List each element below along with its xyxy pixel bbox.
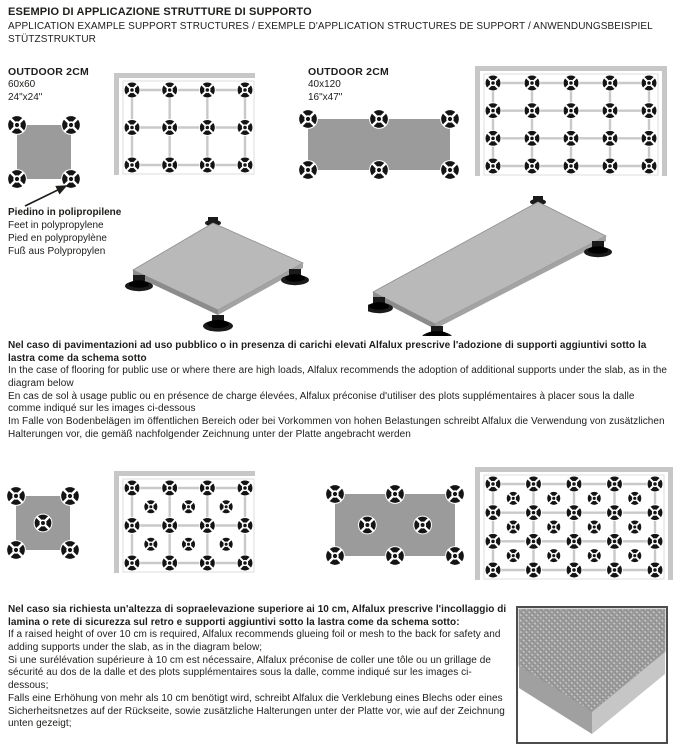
support-foot-icon xyxy=(325,546,345,566)
paragraph-public-use xyxy=(8,340,668,442)
support-foot-icon xyxy=(237,119,254,136)
support-foot-icon xyxy=(606,476,623,493)
support-foot-icon xyxy=(124,82,141,99)
support-foot-icon xyxy=(181,499,196,514)
support-foot-icon xyxy=(546,548,561,563)
support-foot-icon xyxy=(199,555,216,572)
support-foot-icon xyxy=(647,476,664,493)
support-foot-icon xyxy=(219,499,234,514)
product-size-in: 24"x24" xyxy=(8,92,43,104)
support-foot-icon xyxy=(647,533,664,550)
mesh-backing-image xyxy=(516,606,668,744)
support-foot-icon xyxy=(199,157,216,174)
support-foot-icon xyxy=(369,160,389,180)
support-foot-icon xyxy=(563,75,580,92)
support-foot-icon xyxy=(445,546,465,566)
page-subtitle: APPLICATION EXAMPLE SUPPORT STRUCTURES / EXEMPLE D'APPLICATION STRUCTURES DE SUPPORT / ANWENDUNGSBEISPIEL STÜTZSTRUKTUR xyxy=(8,21,653,45)
diagram-slab-60x60-reinforced xyxy=(6,486,80,560)
support-foot-icon xyxy=(602,130,619,147)
support-foot-icon xyxy=(6,540,26,560)
foot-caption-en: Feet in polypropylene xyxy=(8,220,104,231)
support-foot-icon xyxy=(124,157,141,174)
pointer-arrow-icon xyxy=(22,182,76,208)
foot-caption-it: Piedino in polipropilene xyxy=(8,207,122,218)
support-foot-icon xyxy=(566,562,583,579)
support-foot-icon xyxy=(237,517,254,534)
paragraph-public-use-it: Nel caso di pavimentazioni ad uso pubblico o in presenza di carichi elevati Alfalux prescrive l'adozione di supporti aggiuntivi sotto la lastra come da schema sotto xyxy=(8,340,647,364)
support-foot-icon xyxy=(602,102,619,119)
support-foot-icon xyxy=(485,476,502,493)
support-foot-icon xyxy=(647,562,664,579)
support-foot-icon xyxy=(566,504,583,521)
support-foot-icon xyxy=(60,486,80,506)
support-foot-icon xyxy=(161,119,178,136)
support-foot-icon xyxy=(485,130,502,147)
support-foot-icon xyxy=(485,533,502,550)
support-foot-icon xyxy=(627,548,642,563)
paragraph-raised-height-en: If a raised height of over 10 cm is required, Alfalux recommends glueing foil or mesh to the back for safety and adding supports under the slab, as in the diagram below; xyxy=(8,629,501,654)
diagram-grid-40x120-reinforced xyxy=(475,467,673,580)
support-foot-icon xyxy=(60,540,80,560)
support-foot-icon xyxy=(7,115,27,135)
support-foot-icon xyxy=(161,555,178,572)
support-foot-icon xyxy=(199,480,216,497)
support-foot-icon xyxy=(161,517,178,534)
support-foot-icon xyxy=(237,555,254,572)
support-foot-icon xyxy=(606,533,623,550)
support-foot-icon xyxy=(546,491,561,506)
support-foot-icon xyxy=(606,562,623,579)
paragraph-public-use-en: In the case of flooring for public use or where there are high loads, Alfalux recommends the adoption of additional supports under the slab, as in the diagram below xyxy=(8,365,668,390)
diagram-grid-40x120 xyxy=(475,66,667,176)
support-foot-icon xyxy=(219,537,234,552)
diagram-grid-60x60-reinforced xyxy=(114,471,255,573)
support-foot-icon xyxy=(61,115,81,135)
foot-caption-de: Fuß aus Polypropylen xyxy=(8,246,106,257)
support-foot-icon xyxy=(641,75,658,92)
support-foot-icon xyxy=(566,476,583,493)
support-foot-icon xyxy=(525,504,542,521)
diagram-grid-60x60 xyxy=(114,73,255,175)
diagram-slab-40x120-reinforced xyxy=(325,484,465,566)
paragraph-raised-height-it: Nel caso sia richiesta un'altezza di sopraelevazione superiore ai 10 cm, Alfalux prescrive l'incollaggio di lamina o rete di sicurezza sul retro e supporti aggiuntivi sotto la lastra come da schema sotto: xyxy=(8,604,507,628)
support-foot-icon xyxy=(563,102,580,119)
support-foot-icon xyxy=(440,160,460,180)
support-foot-icon xyxy=(369,109,389,129)
support-foot-icon xyxy=(587,548,602,563)
paragraph-public-use-de: Im Falle von Bodenbelägen im öffentlichen Bereich oder bei Vorkommen von hohen Belastungen schreibt Alfalux die Verwendung von zusätzlichen Halterungen vor, die gemäß nachfolgender Zeichnung unter der Platte angebracht werden xyxy=(8,416,665,440)
support-foot-icon xyxy=(641,158,658,175)
support-foot-icon xyxy=(124,480,141,497)
support-foot-icon xyxy=(546,520,561,535)
support-foot-icon xyxy=(641,102,658,119)
support-foot-icon xyxy=(606,504,623,521)
product-size-cm: 60x60 xyxy=(8,79,36,90)
support-foot-icon xyxy=(34,514,53,533)
support-foot-icon xyxy=(124,517,141,534)
support-foot-icon xyxy=(525,533,542,550)
support-foot-icon xyxy=(647,504,664,521)
support-foot-icon xyxy=(485,562,502,579)
page-header xyxy=(8,6,668,46)
support-foot-icon xyxy=(358,516,377,535)
support-foot-icon xyxy=(124,119,141,136)
support-foot-icon xyxy=(524,158,541,175)
support-foot-icon xyxy=(485,102,502,119)
support-foot-icon xyxy=(524,102,541,119)
product-heading: OUTDOOR 2CM xyxy=(308,66,389,78)
paragraph-raised-height-de: Falls eine Erhöhung von mehr als 10 cm benötigt wird, schreibt Alfalux die Verklebung eines Blechs oder eines Sicherheitsnetzes auf der Rückseite, sowie zusätzliche Halterungen unter der Platte vor, wie auf der Zeichnung unten gezeigt; xyxy=(8,692,505,730)
support-foot-icon xyxy=(237,157,254,174)
support-foot-icon xyxy=(237,480,254,497)
product-size-cm: 40x120 xyxy=(308,79,341,90)
support-foot-icon xyxy=(485,75,502,92)
support-foot-icon xyxy=(524,130,541,147)
support-foot-icon xyxy=(587,520,602,535)
support-foot-icon xyxy=(144,537,159,552)
foot-caption-fr: Pied en polypropylène xyxy=(8,233,107,244)
product-size-in: 16"x47" xyxy=(308,92,343,104)
support-foot-icon xyxy=(237,82,254,99)
support-foot-icon xyxy=(602,75,619,92)
support-foot-icon xyxy=(124,555,141,572)
support-foot-icon xyxy=(506,548,521,563)
support-foot-icon xyxy=(298,109,318,129)
support-foot-icon xyxy=(161,82,178,99)
support-foot-icon xyxy=(506,491,521,506)
support-foot-icon xyxy=(144,499,159,514)
support-foot-icon xyxy=(566,533,583,550)
support-foot-icon xyxy=(641,130,658,147)
support-foot-icon xyxy=(524,75,541,92)
paragraph-raised-height xyxy=(8,604,508,731)
support-foot-icon xyxy=(445,484,465,504)
support-foot-icon xyxy=(6,486,26,506)
product-label-60x60 xyxy=(8,66,89,104)
support-foot-icon xyxy=(506,520,521,535)
support-foot-icon xyxy=(440,109,460,129)
support-foot-icon xyxy=(298,160,318,180)
product-heading: OUTDOOR 2CM xyxy=(8,66,89,78)
support-foot-icon xyxy=(563,130,580,147)
support-foot-icon xyxy=(199,517,216,534)
support-foot-icon xyxy=(627,491,642,506)
support-foot-icon xyxy=(181,537,196,552)
diagram-slab-60x60 xyxy=(7,115,81,189)
diagram-slab-40x120 xyxy=(298,109,460,180)
product-label-40x120 xyxy=(308,66,389,104)
support-foot-icon xyxy=(161,480,178,497)
support-foot-icon xyxy=(325,484,345,504)
support-foot-icon xyxy=(385,546,405,566)
support-foot-icon xyxy=(199,119,216,136)
support-foot-icon xyxy=(627,520,642,535)
support-foot-icon xyxy=(525,562,542,579)
support-foot-icon xyxy=(385,484,405,504)
support-foot-icon xyxy=(199,82,216,99)
support-foot-icon xyxy=(413,516,432,535)
paragraph-raised-height-fr: Si une surélévation supérieure à 10 cm est nécessaire, Alfalux préconise de coller une tôle ou un grillage de sécurité au dos de la dalle et des plots supplémentaires sous la dalle, comme indiqué sur les images ci-dessous; xyxy=(8,654,491,692)
support-foot-icon xyxy=(525,476,542,493)
support-foot-icon xyxy=(563,158,580,175)
support-foot-icon xyxy=(161,157,178,174)
isometric-slab-60x60-image xyxy=(125,213,315,338)
support-foot-icon xyxy=(485,158,502,175)
support-foot-icon xyxy=(587,491,602,506)
paragraph-public-use-fr: En cas de sol à usage public ou en présence de charge élevées, Alfalux préconise d'utiliser des plots supplémentaires à placer sous la dalle comme indiqué sur les images ci-dessous xyxy=(8,390,635,415)
page-title: ESEMPIO DI APPLICAZIONE STRUTTURE DI SUPPORTO xyxy=(8,6,312,18)
support-foot-icon xyxy=(485,504,502,521)
isometric-slab-40x120-image xyxy=(368,194,613,336)
support-foot-icon xyxy=(602,158,619,175)
mesh-slab-corner-icon xyxy=(518,608,666,742)
